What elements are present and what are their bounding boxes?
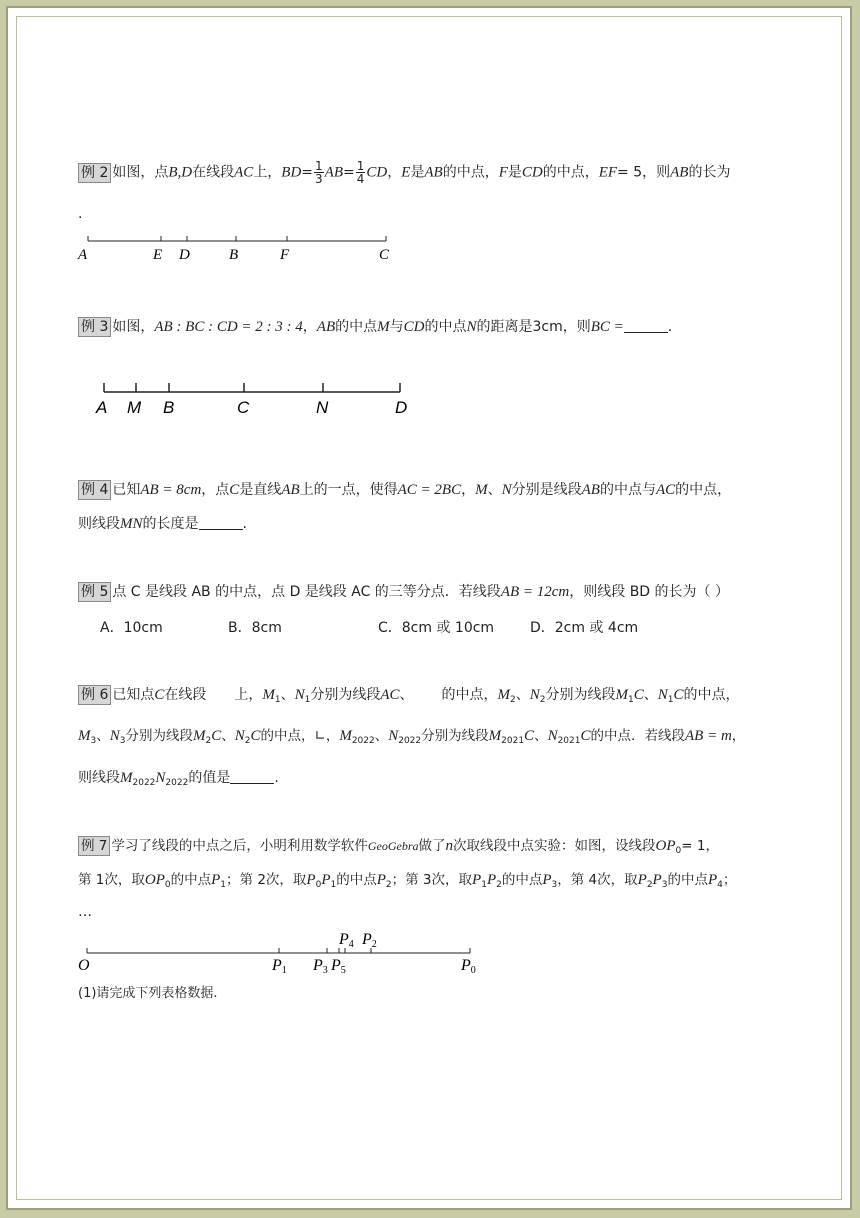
ex6-var: M xyxy=(615,687,629,703)
ex6-line2 xyxy=(78,726,793,751)
ex4-var: AB xyxy=(581,482,600,498)
ex6-sub: 1 xyxy=(628,695,634,705)
ex6-var: N xyxy=(294,687,305,703)
ex6-var: N xyxy=(529,687,540,703)
ex2-label-c: C xyxy=(379,247,390,263)
ex6-var: C xyxy=(580,728,591,744)
ex4-text: ， xyxy=(461,482,476,498)
ex7-text: ， xyxy=(705,838,719,854)
ex2-label-f: F xyxy=(280,247,290,263)
ex5-line1 xyxy=(78,582,793,602)
ex6-text: 、 xyxy=(643,687,658,703)
ex2-label-b: B xyxy=(229,247,239,263)
ex7-sub: 2 xyxy=(385,880,392,890)
ex5-option-a[interactable]: A．10cm xyxy=(100,620,163,636)
ex6-text: 、 xyxy=(374,728,389,744)
ex6-text: ， xyxy=(731,728,746,744)
ex6-var: M xyxy=(497,687,511,703)
ex7-sub: 0 xyxy=(315,880,322,890)
ex7-var: P xyxy=(211,872,221,888)
ex3-var: CD xyxy=(403,319,425,335)
ex7-sub: 1 xyxy=(481,880,487,890)
ex2-var: AC xyxy=(234,164,254,181)
ex3-text: 如图， xyxy=(112,319,155,335)
ex7-sub: 1 xyxy=(220,880,227,890)
ex7-text: 的中点 xyxy=(336,872,377,888)
ex3-tag: 例 3 xyxy=(78,317,111,337)
ex6-sub: 2 xyxy=(244,736,251,746)
ex7-var: OP xyxy=(655,838,676,854)
ex4-line1 xyxy=(78,480,793,500)
ex6-sub: 3 xyxy=(90,736,97,746)
ex7-question-1: (1)请完成下列表格数据. xyxy=(78,986,218,1001)
ex6-var: M xyxy=(262,687,275,703)
ex6-var: M xyxy=(192,728,206,744)
ex7-var: P xyxy=(376,872,386,888)
ex6-var: M xyxy=(488,728,502,744)
ex6-sub: 2022 xyxy=(165,778,189,788)
ex7-label-p4: P4 xyxy=(339,931,354,950)
ex6-text: . xyxy=(274,770,279,786)
ex6-var: N xyxy=(109,728,120,744)
ex6-text: 则线段 xyxy=(78,770,120,786)
ex2-var: CD xyxy=(521,164,543,181)
ex6-text: 、 xyxy=(534,728,548,744)
ex4-var: M xyxy=(475,482,488,498)
ex4-text: 则线段 xyxy=(78,516,120,532)
ex6-text: 的中点， xyxy=(441,687,498,703)
ex6-var: N xyxy=(657,687,668,703)
ex6-sub: 2022 xyxy=(398,736,422,746)
ex7-label-p0: P0 xyxy=(461,957,476,976)
ex3-label-b: B xyxy=(163,398,175,417)
ex7-label-p3: P3 xyxy=(313,957,328,976)
ex2-var: B,D xyxy=(168,164,193,181)
ex6-var: M xyxy=(78,728,91,744)
ex7-var: P xyxy=(486,872,497,888)
ex2-eq: = xyxy=(301,164,314,181)
ex7-text: 第 1次，取 xyxy=(78,872,145,888)
ex6-var: C xyxy=(633,687,644,703)
ex3-label-n: N xyxy=(316,398,329,417)
ex4-tag: 例 4 xyxy=(78,480,111,500)
ex7-sub: 2 xyxy=(646,880,653,890)
ex7-text: 的中点 xyxy=(501,872,543,888)
ex2-text: 是 xyxy=(410,164,425,181)
ex7-diagram xyxy=(78,931,476,976)
ex2-var: BD xyxy=(281,164,302,181)
ex2-text: 的中点， xyxy=(442,164,499,181)
ex6-line3 xyxy=(78,768,793,793)
ex3-label-c: C xyxy=(237,398,250,417)
ex7-sub: 3 xyxy=(661,880,668,890)
ex6-text: 、 xyxy=(96,728,110,744)
ex6-text: 、 xyxy=(221,728,235,744)
ex6-sub: 1 xyxy=(274,695,281,705)
ex4-var: C xyxy=(229,482,240,498)
ex7-text: 学习了线段的中点之后，小明利用数学软件 xyxy=(111,838,368,854)
ex6-answer-blank[interactable] xyxy=(230,769,274,784)
ex4-text: 的中点， xyxy=(675,482,732,498)
ex7-label-p5: P5 xyxy=(331,957,346,976)
ex2-diagram xyxy=(77,236,390,263)
ex7-sub: 0 xyxy=(675,846,682,856)
ex6-text: 、 xyxy=(399,687,414,703)
ex3-line1 xyxy=(78,317,793,337)
ex2-eq: = xyxy=(342,164,355,181)
ex7-var: P xyxy=(306,872,316,888)
ex3-text: 的中点 xyxy=(424,319,467,335)
ex2-text: 在线段 xyxy=(192,164,235,181)
ex3-text: 的距离是 xyxy=(476,319,533,335)
ex4-text: 的长度是 xyxy=(142,516,199,532)
ex6-var: N xyxy=(155,770,166,786)
ex7-label-p1: P1 xyxy=(272,957,287,976)
ex4-var: MN xyxy=(120,516,143,532)
ex7-text: ；第 3次，取 xyxy=(391,872,473,888)
ex2-fraction-1: $\frac{1}{3}$ xyxy=(315,159,323,186)
ex6-text: 分别为线段 xyxy=(421,728,489,744)
ex6-text: 、 xyxy=(515,687,530,703)
ex6-var: AB = m xyxy=(685,728,732,744)
ex6-sub: 1 xyxy=(304,695,311,705)
ex3-var: N xyxy=(466,319,477,335)
ex7-line2 xyxy=(78,870,793,895)
ex5-text: ，则线段 BD 的长为（ ） xyxy=(569,584,729,600)
ex2-label-d: D xyxy=(179,247,190,263)
ex2-var: AB xyxy=(424,164,443,181)
ex5-var: AB = 12cm xyxy=(500,584,570,600)
ex6-var: N xyxy=(388,728,399,744)
ex7-text: ；第 2次，取 xyxy=(226,872,307,888)
ex7-software-name: GeoGebra xyxy=(367,839,419,853)
ex7-text: 做了 xyxy=(418,838,446,854)
ex3-label-a: A xyxy=(96,398,108,417)
ex3-var: M xyxy=(377,319,390,335)
ex7-tag: 例 7 xyxy=(78,836,110,856)
ex4-var: N xyxy=(501,482,512,498)
ex2-text: 的长为 xyxy=(688,164,731,181)
ex6-line1 xyxy=(78,685,793,710)
ex7-label-p2: P2 xyxy=(362,931,377,950)
ex4-text: 分别是线段 xyxy=(511,482,582,498)
ex6-sub: 2022 xyxy=(351,736,375,746)
ex3-var: AB xyxy=(316,319,336,335)
ex6-text: 分别为线段 xyxy=(545,687,616,703)
ex2-var: CD xyxy=(366,164,388,181)
ex4-var: AC xyxy=(655,482,676,498)
ex3-var: BC = xyxy=(590,319,624,335)
ex7-line1 xyxy=(78,836,793,861)
ex6-sub: 2 xyxy=(539,695,546,705)
ex6-sub: 3 xyxy=(119,736,126,746)
ex2-text: ，则 xyxy=(642,164,671,181)
ex3-text: . xyxy=(667,319,673,335)
ex6-tag: 例 6 xyxy=(78,685,111,705)
ex7-var: P xyxy=(637,872,647,888)
ex6-ellipsis-glyph: ∟ xyxy=(314,728,326,744)
ex6-text: 分别为线段 xyxy=(125,728,193,744)
ex2-label-a: A xyxy=(78,247,88,263)
ex7-text: ； xyxy=(722,872,737,888)
ex2-text: 的中点， xyxy=(542,164,599,181)
ex6-text: 的值是 xyxy=(188,770,231,786)
ex7-line3: … xyxy=(78,904,92,920)
ex4-text: 上的一点，使得 xyxy=(299,482,398,498)
ex4-var: AB xyxy=(281,482,300,498)
ex6-text: 上， xyxy=(234,687,263,703)
ex7-sub: 4 xyxy=(717,880,723,890)
ex6-var: C xyxy=(211,728,222,744)
ex6-var: M xyxy=(339,728,352,744)
ex2-tag: 例 2 xyxy=(78,163,111,183)
ex7-sub: 0 xyxy=(164,880,171,890)
ex4-text: 的中点与 xyxy=(599,482,656,498)
ex7-text: 的中点 xyxy=(667,872,708,888)
ex3-label-d: D xyxy=(395,398,408,417)
ex4-text: 、 xyxy=(487,482,502,498)
ex3-text: ， xyxy=(302,319,317,335)
ex4-text: 是直线 xyxy=(239,482,282,498)
ex4-answer-blank[interactable] xyxy=(199,515,243,530)
ex7-var: P xyxy=(542,872,552,888)
ex6-var: C xyxy=(524,728,535,744)
ex6-var: AC xyxy=(380,687,400,703)
ex2-text: ， xyxy=(387,164,402,181)
ex3-ratio: AB : BC : CD = 2 : 3 : 4 xyxy=(154,319,303,335)
ex3-text: ，则 xyxy=(562,319,591,335)
ex4-text: . xyxy=(242,516,247,532)
ex7-var: P xyxy=(472,872,482,888)
ex3-text: 与 xyxy=(389,319,404,335)
ex4-text: 已知 xyxy=(112,482,141,498)
ex7-sub: 2 xyxy=(496,880,502,890)
ex2-label-e: E xyxy=(153,247,163,263)
ex6-var: M xyxy=(120,770,133,786)
ex2-var: F xyxy=(498,164,508,181)
ex6-var: C xyxy=(250,728,261,744)
ex6-text: 已知点 xyxy=(112,687,155,703)
ex7-text: ，第 4次，取 xyxy=(557,872,638,888)
ex6-text: 、 xyxy=(280,687,295,703)
ex6-text: 分别为线段 xyxy=(310,687,381,703)
ex3-label-m: M xyxy=(127,398,142,417)
ex3-answer-blank[interactable] xyxy=(624,318,668,333)
ex2-var: AB xyxy=(324,164,343,181)
ex6-var: C xyxy=(154,687,165,703)
ex2-var: AB xyxy=(670,164,689,181)
ex2-text: 上， xyxy=(253,164,282,181)
ex7-sub: 3 xyxy=(551,880,558,890)
ex6-text: 的中点， xyxy=(683,687,740,703)
ex2-eq: = 5 xyxy=(617,164,643,181)
ex5-option-d[interactable]: D．2cm 或 4cm xyxy=(530,620,639,636)
ex4-text: ，点 xyxy=(201,482,230,498)
ex2-line2: . xyxy=(78,206,83,222)
ex7-sub: 1 xyxy=(330,880,337,890)
ex3-text: 的中点 xyxy=(335,319,378,335)
ex6-sub: 2022 xyxy=(132,778,156,788)
ex7-var: n xyxy=(445,838,454,854)
ex5-tag: 例 5 xyxy=(78,582,111,602)
ex6-var: C xyxy=(673,687,684,703)
ex7-eq: = 1 xyxy=(681,838,706,854)
ex6-sub: 2021 xyxy=(501,736,525,746)
ex3-value: 3cm xyxy=(532,319,563,335)
ex6-var: N xyxy=(234,728,245,744)
ex3-diagram xyxy=(95,383,407,417)
ex2-text: 是 xyxy=(507,164,522,181)
ex2-var: EF xyxy=(598,164,618,181)
ex6-text: 的中点．若线段 xyxy=(590,728,685,744)
ex2-fraction-2: $\frac{1}{4}$ xyxy=(356,159,365,186)
ex6-sub: 2021 xyxy=(557,736,581,746)
ex7-var: P xyxy=(652,872,662,888)
ex6-var: N xyxy=(547,728,558,744)
ex6-sub: 1 xyxy=(667,695,674,705)
ex6-text: 在线段 xyxy=(164,687,207,703)
ex7-text: 次取线段中点实验：如图，设线段 xyxy=(453,838,656,854)
ex6-text: ， xyxy=(325,728,340,744)
ex4-var: AC = 2BC xyxy=(397,482,462,498)
ex7-var: P xyxy=(707,872,718,888)
ex7-text: 的中点 xyxy=(170,872,212,888)
ex5-text: 点 C 是线段 AB 的中点，点 D 是线段 AC 的三等分点．若线段 xyxy=(112,584,501,600)
ex5-option-b[interactable]: B．8cm xyxy=(228,620,282,636)
ex7-label-o: O xyxy=(78,957,90,974)
ex6-sub: 2 xyxy=(510,695,516,705)
ex5-option-c[interactable]: C．8cm 或 10cm xyxy=(378,620,495,636)
ex6-sub: 2 xyxy=(205,736,212,746)
ex4-var: AB = 8cm xyxy=(140,482,202,498)
ex6-text: 的中点， xyxy=(260,728,315,744)
ex4-line2 xyxy=(78,514,793,534)
ex2-text: 如图，点 xyxy=(112,164,169,181)
ex2-var: E xyxy=(401,164,411,181)
ex7-var: P xyxy=(321,872,331,888)
ex7-var: OP xyxy=(144,872,165,888)
